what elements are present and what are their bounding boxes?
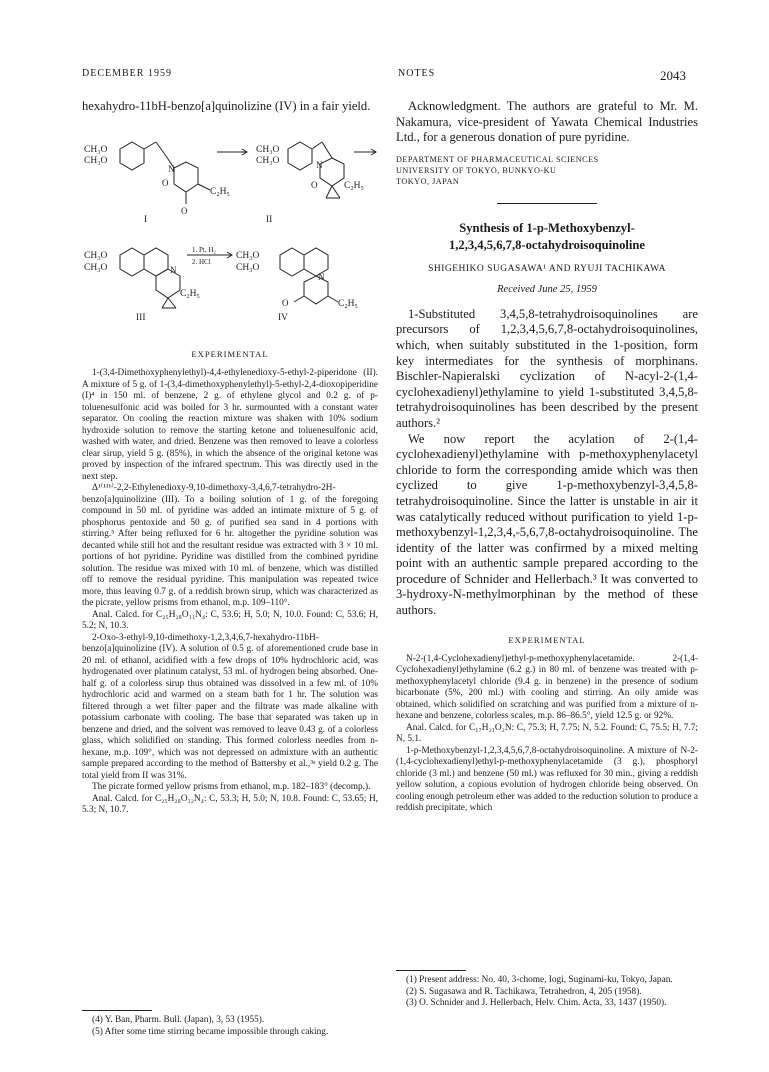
article-title-line-2: 1,2,3,4,5,6,7,8-octahydroisoquinoline	[448, 237, 646, 252]
scheme-ethyl-4: C₂H₅	[338, 299, 358, 309]
procedure-II: 1-(3,4-Dimethoxyphenylethyl)-4,4-ethylenedioxy-5-ethyl-2-piperidone (II). A mixture of 5 g. of 1-(3,4-dimethoxyphenylethyl)-5-ethyl-2,4-dioxopiperidine (I)⁴ in 150 ml. of benzene, 2 g. of ethylene glycol and 0.2 g. of p-toluenesulfonic acid was boiled for 3 hr. surmounted with a constant water separator. On cooling the reaction mixture was shaken with 10% sodium hydroxide solution to remove the starting ketone and toluenesulfonic acid, washed with water, and dried. Benzene was then removed to leave a colorless clear sirup, yield 5 g. (85%), in which the absence of the original ketone was proved by inspection of the infrared spectrum. This was directly used in the next step.	[82, 368, 378, 482]
label-I: I	[144, 215, 148, 225]
affiliation-line-1: DEPARTMENT OF PHARMACEUTICAL SCIENCES	[396, 154, 599, 164]
svg-text:N: N	[168, 164, 175, 174]
scheme-ethyl-3: C₂H₅	[180, 289, 200, 299]
section-rule	[497, 203, 597, 204]
label-II: II	[266, 215, 273, 225]
procedure-III: Δ¹⁽¹¹ᵇ⁾-2,2-Ethylenedioxy-9,10-dimethoxy-3,4,6,7-tetrahydro-2H-benzo[a]quinolizine (III). To a boiling solution of 1 g. of the foregoing compound in 50 ml. of pyridine was added an intimate mixture of 5 g. of phosphorus pentoxide and 50 g. of purified sea sand in 4 portions with stirring.⁵ After being refluxed for 6 hr. altogether the pyridine solution was decanted while still hot and the resultant residue was extracted with 3 × 10 ml. portions of hot pyridine. Pyridine was distilled from the combined pyridine solution. The residue was mixed with 10 ml. of benzene, which was distilled off to remove the residual pyridine. This manipulation was repeated twice more, thus leaving 0.7 g. of a reddish brown sirup, which was characterized as the picrate, yellow prisms from ethanol, m.p. 109–110°.	[82, 483, 378, 608]
right-column	[396, 99, 698, 815]
svg-text:O: O	[162, 178, 169, 188]
right-footnotes	[396, 970, 698, 1010]
scheme-reagent-1: 1. Pt, H₂	[192, 246, 216, 254]
svg-text:N: N	[170, 265, 177, 275]
analysis-amide: Anal. Calcd. for C₁₇H₂₁O₂N: C, 75.3; H, 7.75; N, 5.2. Found: C, 75.5; H, 7.7; N, 5.1.	[396, 722, 698, 745]
scheme-methoxy-2: CH₃O	[84, 156, 108, 166]
footnote-5: (5) After some time stirring became impossible through caking.	[92, 1026, 329, 1037]
scheme-methoxy-6: CH₃O	[84, 263, 108, 273]
scheme-ethyl-1: C₂H₅	[210, 187, 230, 197]
received-date: Received June 25, 1959	[497, 283, 597, 295]
label-III: III	[136, 313, 146, 323]
label-IV: IV	[278, 313, 289, 323]
analysis-III: Anal. Calcd. for C₂₅H₂₈O₁₁N₄: C, 53.6; H, 5.0; N, 10.0. Found: C, 53.6; H, 5.2; N, 10.3.	[82, 609, 378, 631]
scheme-methoxy-1: CH₃O	[84, 145, 108, 155]
scheme-methoxy-3: CH₃O	[256, 145, 280, 155]
scheme-methoxy-8: CH₃O	[236, 263, 260, 273]
scheme-ethyl-2: C₂H₅	[344, 181, 364, 191]
article-title-line-1: Synthesis of 1-p-Methoxybenzyl-	[459, 220, 635, 235]
svg-text:O: O	[282, 298, 289, 308]
experimental-heading-right: EXPERIMENTAL	[508, 634, 586, 645]
footnote-1: (1) Present address: No. 40, 3-chome, Iogi, Suginami-ku, Tokyo, Japan.	[406, 975, 673, 985]
procedure-amide: N-2-(1,4-Cyclohexadienyl)ethyl-p-methoxyphenylacetamide. 2-(1,4-Cyclohexadienyl)ethylamine (6.2 g.) in 80 ml. of benzene was treated with p-methoxyphenylacetyl chloride (9.4 g. in benzene) in the presence of sodium bicarbonate (5%, 200 ml.) with cooling and stirring. An oily amide was obtained, which solidified on scratching and was purified from a mixture of n-hexane and benzene, colorless scales, m.p. 86–86.5°, yield 12.5 g. or 92%.	[396, 653, 698, 722]
affiliation-line-2: UNIVERSITY OF TOKYO, BUNKYO-KU	[396, 165, 557, 175]
authors: SHIGEHIKO SUGASAWA¹ AND RYUJI TACHIKAWA	[428, 263, 666, 274]
running-header-section: NOTES	[398, 68, 436, 79]
page-number: 2043	[660, 68, 686, 83]
procedure-IV: 2-Oxo-3-ethyl-9,10-dimethoxy-1,2,3,4,6,7-hexahydro-11bH-benzo[a]quinolizine (IV). A solution of 0.5 g. of aforementioned crude base in 20 ml. of ethanol, acidified with a few drops of 10% hydrochloric acid, was hydrogenated over platinum catalyst, 53 ml. of hydrogen being absorbed. One-half g. of a colorless sirup thus obtained was dissolved in a few ml. of 10% hydrochloric acid and warmed on a steam bath for 1 hr. The solution was filtered through a wet filter paper and the filtrate was made alkaline with potassium carbonate with cooling. The base that separated was taken up in benzene and dried, and the solvent was removed to leave 0.43 g. of a colorless glass, which solidified on standing. This formed colorless needles from n-hexane, m.p. 109°, which was not depressed on admixture with an authentic sample prepared according to the method of Battersby et al.,³ᵃ yield 0.2 g. The total yield from II was 31%.	[82, 632, 378, 781]
acknowledgment: Acknowledgment. The authors are grateful to Mr. M. Nakamura, vice-president of Yawata Chemical Industries Ltd., for a generous donation of pure pyridine.	[396, 99, 698, 145]
reaction-scheme	[82, 130, 378, 325]
scheme-methoxy-7: CH₃O	[236, 251, 260, 261]
analysis-IV: Anal. Calcd. for C₂₅H₂₈O₁₂N₄: C, 53.3; H, 5.0; N, 10.8. Found: C, 53.65; H, 5.3; N, 10.7.	[82, 793, 378, 815]
scheme-reagent-2: 2. HCl	[192, 258, 211, 266]
left-column	[82, 99, 378, 115]
footnote-2: (2) S. Sugasawa and R. Tachikawa, Tetrahedron, 4, 205 (1958).	[406, 986, 642, 997]
picrate-note: The picrate formed yellow prisms from ethanol, m.p. 182–183° (decomp.).	[92, 782, 371, 792]
scheme-methoxy-5: CH₃O	[84, 251, 108, 261]
svg-text:O: O	[181, 206, 188, 216]
svg-text:N: N	[318, 272, 325, 282]
footnote-rule-left	[82, 1010, 152, 1011]
body-paragraph-2: We now report the acylation of 2-(1,4-cyclohexadienyl)ethylamine with p-methoxyphenylacetyl chloride to form the corresponding amide which was then cyclized to give 1-p-methoxybenzyl-3,4,5,8-tetrahydroisoquinoline. Since the latter is unstable in air it was catalytically reduced without purification to yield 1-p-methoxybenzyl-1,2,3,4,-5,6,7,8-octahydroisoquinoline. The identity of the latter was confirmed by a mixed melting point with an authentic sample prepared according to the procedure of Schnider and Hellerbach.³ It was converted to 3-hydroxy-N-methylmorphinan by the method of these authors.	[396, 431, 698, 618]
procedure-octahydroisoquinoline: 1-p-Methoxybenzyl-1,2,3,4,5,6,7,8-octahydroisoquinoline. A mixture of N-2-(1,4-cyclohexadienyl)ethyl-p-methoxyphenylacetamide (3 g.), phosphoryl chloride (3 ml.) and benzene (50 ml.) was refluxed for 30 min., giving a reddish yellow solution, a copious evolution of hydrogen chloride being observed. On cooling enough petroleum ether was added to the reduction solution to produce a reddish precipitate, which	[396, 745, 698, 814]
running-header-date: DECEMBER 1959	[82, 68, 172, 79]
affiliation-line-3: TOKYO, JAPAN	[396, 176, 460, 186]
intro-text: hexahydro-11bH-benzo[a]quinolizine (IV) in a fair yield.	[82, 99, 371, 113]
svg-text:O: O	[311, 180, 318, 190]
svg-text:N: N	[316, 160, 323, 170]
footnote-4: (4) Y. Ban, Pharm. Bull. (Japan), 3, 53 (1955).	[92, 1015, 265, 1025]
left-experimental	[82, 349, 378, 817]
footnote-rule-right	[396, 970, 466, 971]
footnote-3: (3) O. Schnider and J. Hellerbach, Helv. Chim. Acta, 33, 1437 (1950).	[406, 998, 667, 1008]
body-paragraph-1: 1-Substituted 3,4,5,8-tetrahydroisoquinolines are precursors of 1,2,3,4,5,6,7,8-octahydroisoquinolines, which, when suitably substituted in the 1-position, form key intermediates for the synthesis of morphinans. Bischler-Napieralski cyclization of N-acyl-2-(1,4-cyclohexadienyl)ethylamine to yield 1-substituted 3,4,5,8-tetrahydroisoquinolines has been described by the present authors.²	[396, 306, 698, 430]
experimental-heading-left: EXPERIMENTAL	[191, 349, 269, 359]
left-footnotes	[82, 1010, 378, 1038]
scheme-methoxy-4: CH₃O	[256, 156, 280, 166]
